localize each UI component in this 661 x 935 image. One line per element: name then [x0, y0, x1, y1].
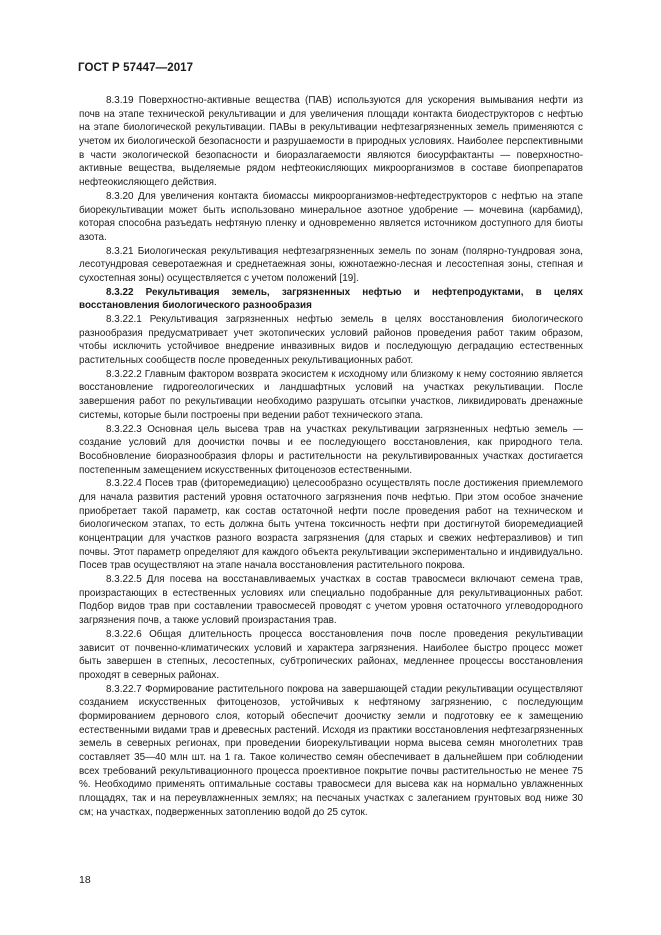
paragraph: 8.3.22.1 Рекультивация загрязненных нефтью земель в целях восстановления биологического разнообразия предусматривает учет экотопических условий районов проведения работ таким образом, чтобы исключить устойчивое внедрение инвазивных видов и последующую деградацию естественных растительных сообществ после проведенных рекультивационных работ.: [79, 314, 583, 367]
document-header: ГОСТ Р 57447—2017: [78, 62, 194, 74]
page-number: 18: [79, 874, 91, 886]
paragraph: 8.3.21 Биологическая рекультивация нефтезагрязненных земель по зонам (полярно-тундровая зона, лесотундровая северотаежная и среднетаежная зоны, южнотаежно-лесная и лесостепная зоны, степная и сухостепная зоны) осуществляется с учетом положений [19].: [79, 245, 583, 284]
paragraph: 8.3.19 Поверхностно-активные вещества (ПАВ) используются для ускорения вымывания нефти из почв на этапе технической рекультивации и для увеличения площади контакта биодеструкторов с нефтью на этапе биологической рекультивации. ПАВы в рекультивации нефтезагрязненных земель применяются с учетом их биологической безопасности и разрушаемости в природных условиях. Наиболее перспективными в части экологической безопасности и биоразлагаемости являются биосурфактанты — поверхностно-активные вещества, выделяемые рядом нефтеокисляющих микроорганизмов в составе биопрепаратов нефтеокисляющего действия.: [79, 95, 583, 189]
section-heading: 8.3.22 Рекультивация земель, загрязненных нефтью и нефтепродуктами, в целях восстановления биологического разнообразия: [79, 286, 583, 312]
paragraph: 8.3.22.4 Посев трав (фиторемедиацию) целесообразно осуществлять после достижения приемлемого для начала развития растений уровня остаточного загрязнения почв нефтью. При этом особое значение приобретает такой параметр, как состав остаточной нефти после проведения работ на техническом и биологическом этапах, то есть должна быть учтена токсичность нефти при достигнутой биоремедиацией концентрации для участков разного возраста загрязнения (для старых и свежих нефтеразливов) и тип почвы. Этот параметр определяют для каждого объекта рекультивации экспериментально и индивидуально. Посев трав осуществляют на этапе начала восстановления растительного покрова.: [79, 478, 583, 572]
paragraph: 8.3.22.5 Для посева на восстанавливаемых участках в состав травосмеси включают семена трав, произрастающих в естественных условиях или специально подобранные для рекультивационных работ. Подбор видов трав при составлении травосмесей проводят с учетом уровня остаточного углеводородного загрязнения почв, а также условий произрастания трав.: [79, 574, 583, 627]
paragraph: 8.3.22.3 Основная цель высева трав на участках рекультивации загрязненных нефтью земель — создание условий для доочистки почвы и ее последующего восстановления, как природного тела. Вособновление биоразнообразия флоры и растительности на рекультивированных участках достигается постепенным замещением искусственных фитоценозов естественными.: [79, 423, 583, 476]
paragraph: 8.3.22.7 Формирование растительного покрова на завершающей стадии рекультивации осуществляют созданием искусственных фитоценозов, устойчивых к нефтяному загрязнению, с последующим формированием дернового слоя, который обеспечит доочистку земли и подготовку ее к замещению естественными видами трав и древесных растений. Исходя из практики восстановления нефтезагрязненных земель в северных регионах, при проведении биорекультивации норма высева семян многолетних трав составляет 35—40 млн шт. на 1 га. Такое количество семян обеспечивает в дальнейшем при соблюдении всех требований рекультивационного процесса проективное покрытие почвы растительностью не менее 75 %. Необходимо применять оптимальные составы травосмеси для высева как на нормально увлажненных площадях, так и на переувлажненных землях; на песчаных участках с залеганием грунтовых вод ниже 30 см; на участках, подверженных затоплению водой до 25 суток.: [79, 683, 583, 818]
paragraph: 8.3.22.2 Главным фактором возврата экосистем к исходному или близкому к нему состоянию является восстановление гидрогеологических и ландшафтных условий на участках рекультивации. После завершения работ по рекультивации необходимо разрушать отсыпки участков, ликвидировать дренажные системы, которые были построены при ведении работ технического этапа.: [79, 368, 583, 421]
paragraph: 8.3.20 Для увеличения контакта биомассы микроорганизмов-нефтедеструкторов с нефтью на этапе биорекультивации может быть использовано минеральное азотное удобрение — мочевина (карбамид), которая способна разъедать нефтяную пленку и одновременно является источником доступного для биоты азота.: [79, 190, 583, 243]
paragraph: 8.3.22.6 Общая длительность процесса восстановления почв после проведения рекультивации зависит от почвенно-климатических условий и характера загрязнения. Наиболее быстро процесс может быть завершен в степных, лесостепных, субтропических районах, медленнее процессы восстановления проходят в северных районах.: [79, 628, 583, 681]
document-body: [79, 94, 583, 819]
